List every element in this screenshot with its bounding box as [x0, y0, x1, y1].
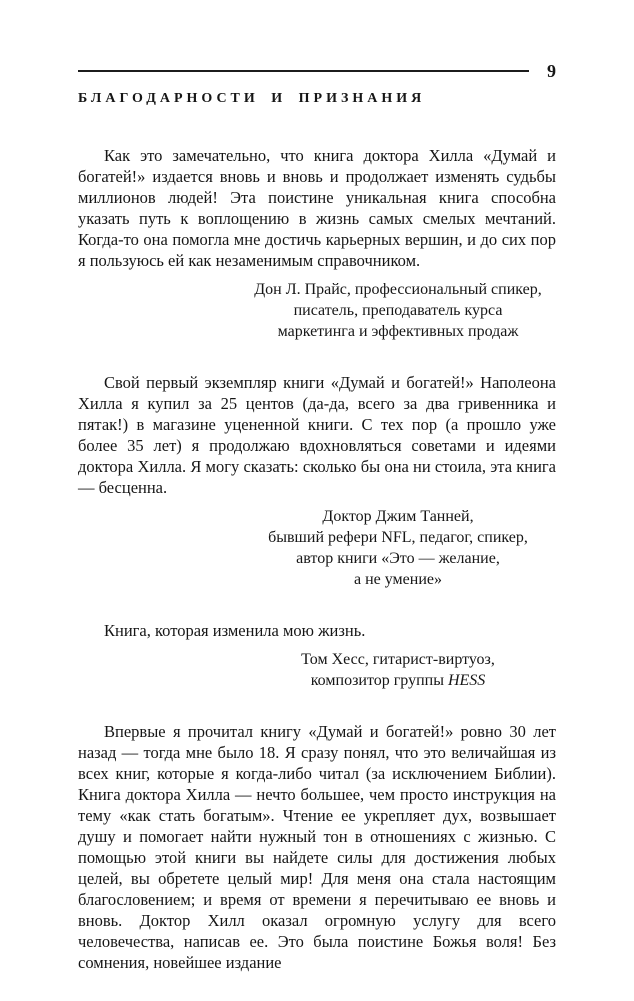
- testimonial-paragraph: Как это замечательно, что книга доктора Хилла «Думай и богатей!» издается вновь и вновь и продолжает изменять судьбы миллионов людей! Эта поистине уникальная книга способна указать путь к воплощению в жизнь самых смелых мечтаний. Когда-то она помогла мне достичь карьерных вершин, и до сих пор я пользуюсь ей как незаменимым справочником.: [78, 146, 556, 270]
- section-title: БЛАГОДАРНОСТИ И ПРИЗНАНИЯ: [78, 91, 426, 106]
- page-number: 9: [547, 61, 556, 81]
- testimonial-block-3: [78, 620, 556, 691]
- testimonial-paragraph: Свой первый экземпляр книги «Думай и богатей!» Наполеона Хилла я купил за 25 центов (да-да, всего за два гривенника и пятак!) в магазине уцененной книги. С тех пор (а прошло уже более 35 лет) я продолжаю вдохновляться советами и идеями доктора Хилла. Я могу сказать: сколько бы она ни стоила, эта книга — бесценна.: [78, 373, 556, 497]
- testimonial-block-4: [78, 721, 556, 973]
- attribution-band-prefix: композитор группы: [310, 672, 448, 689]
- attribution-line: писатель, преподаватель курса: [293, 302, 503, 319]
- attribution-line: бывший рефери NFL, педагог, спикер,: [268, 529, 528, 546]
- testimonial-block-2: [78, 372, 556, 590]
- attribution-line: Доктор Джим Танней,: [322, 508, 474, 525]
- testimonial-paragraph: Впервые я прочитал книгу «Думай и богатей!» ровно 30 лет назад — тогда мне было 18. Я сразу понял, что это величайшая из всех книг, которые я когда-либо читал (за исключением Библии). Книга доктора Хилла — нечто большее, чем просто инструкция на тему «как стать богатым». Чтение ее укрепляет дух, возвышает душу и помогает найти нужный тон в отношениях с жизнью. С помощью этой книги вы найдете силы для достижения любых целей, вы обретете целый мир! Для меня она стала настоящим благословением; и время от времени я перечитываю ее вновь и вновь. Доктор Хилл оказал огромную услугу для всего человечества, написав ее. Это была поистине Божья воля! Без сомнения, новейшее издание: [78, 722, 556, 972]
- attribution-band-name: HESS: [447, 672, 486, 689]
- attribution-line: автор книги «Это — желание,: [296, 550, 500, 567]
- attribution-line: [240, 670, 556, 691]
- testimonial-block-1: [78, 145, 556, 342]
- attribution: [240, 279, 556, 342]
- attribution-line: маркетинга и эффективных продаж: [277, 323, 519, 340]
- header-rule: [78, 70, 529, 72]
- attribution: [240, 649, 556, 691]
- attribution-line: Том Хесс, гитарист-виртуоз,: [301, 651, 495, 668]
- attribution-line: Дон Л. Прайс, профессиональный спикер,: [254, 281, 542, 298]
- testimonial-paragraph: Книга, которая изменила мою жизнь.: [104, 621, 366, 640]
- attribution-line: а не умение»: [353, 571, 442, 588]
- page-header: [78, 62, 556, 80]
- attribution: [240, 506, 556, 590]
